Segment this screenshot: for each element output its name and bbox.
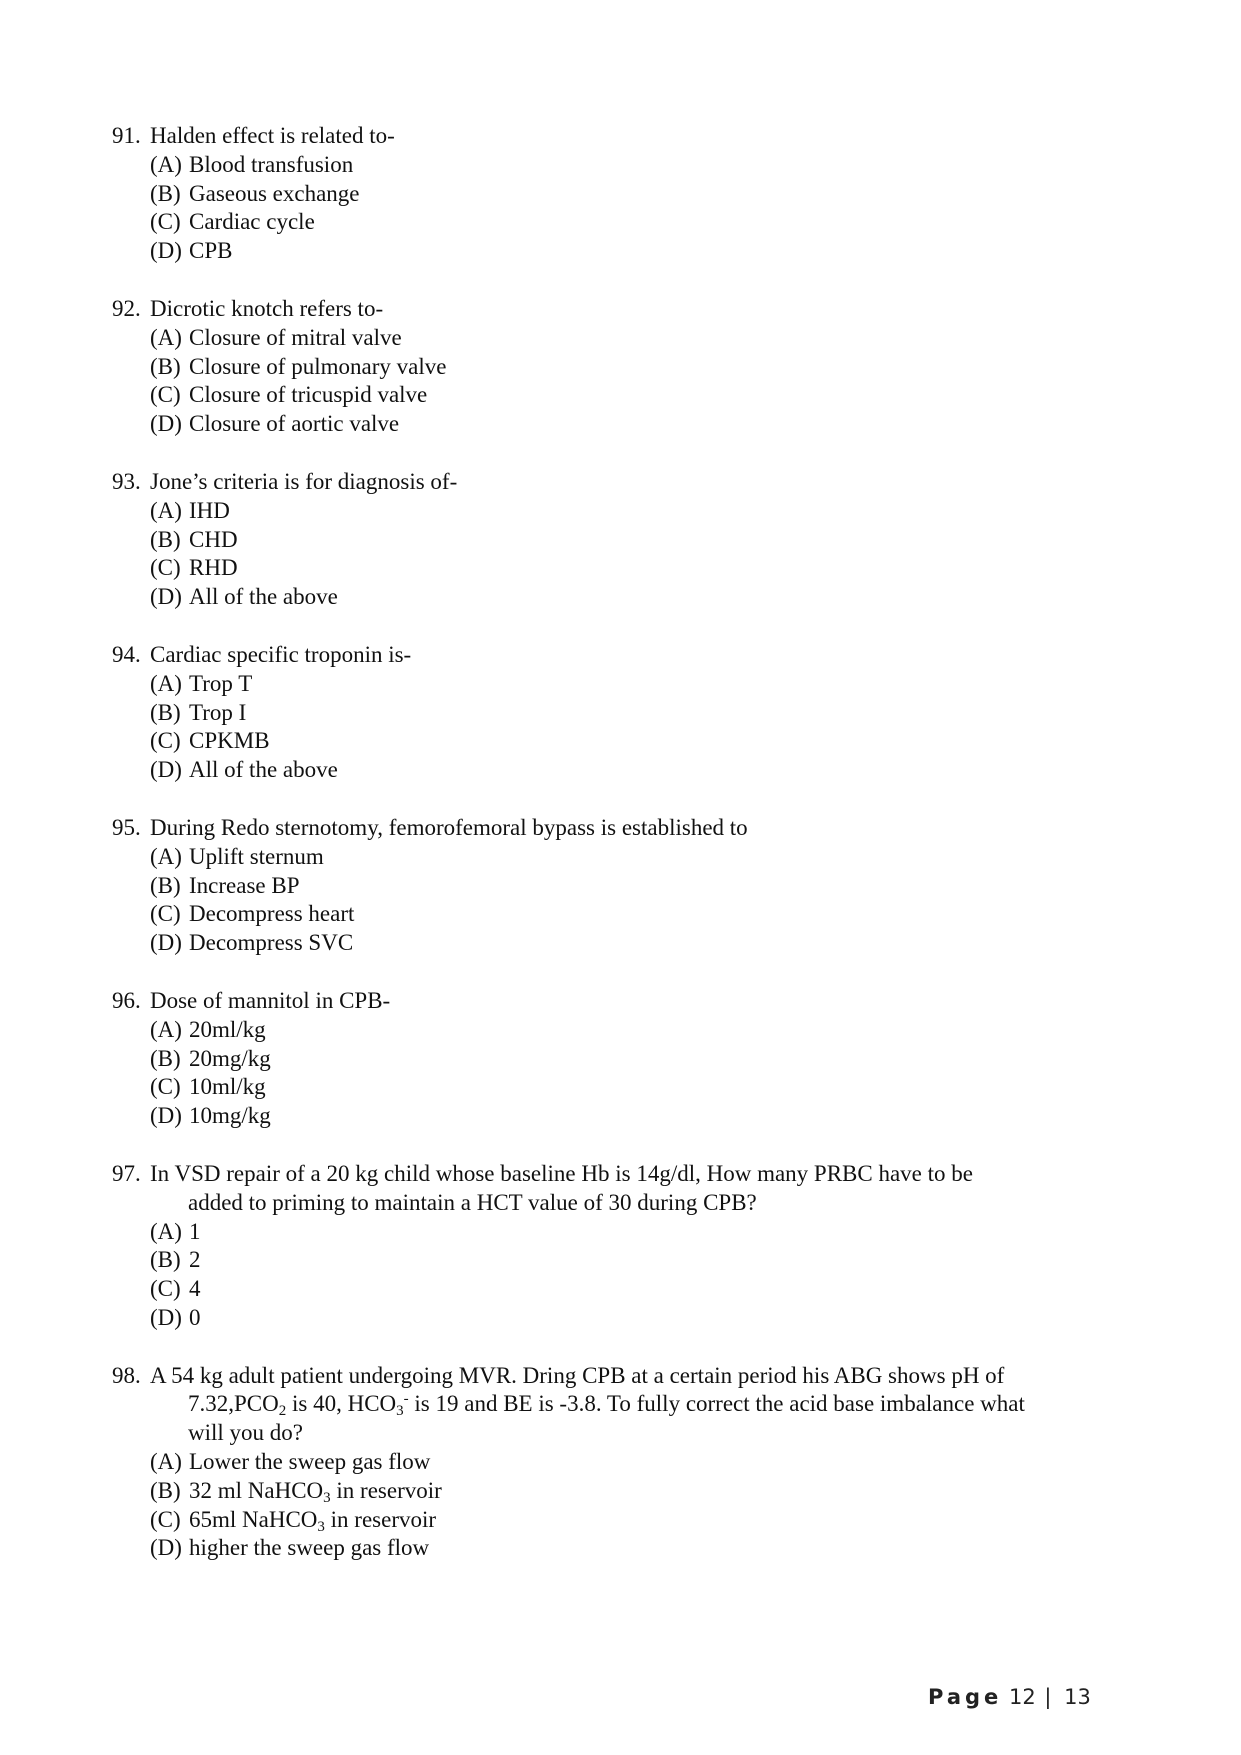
question-stem: [112, 122, 1132, 151]
option-text: 10mg/kg: [189, 1103, 271, 1129]
question-text: $7.32,PCO_2$ is 40, $HCO_3^-$ is 19 and BE is -3.8. To fully correct the acid base imbalance what: [188, 1391, 1025, 1420]
option-text: CHD: [189, 526, 238, 552]
option-text: higher the sweep gas flow: [189, 1535, 430, 1561]
answer-option: [112, 1246, 1132, 1275]
option-letter: (C): [150, 728, 181, 754]
option-text: 4: [189, 1276, 201, 1302]
option-text: 1: [189, 1218, 201, 1244]
question-text: A 54 kg adult patient undergoing MVR. Dring CPB at a certain period his ABG shows pH of: [150, 1362, 1005, 1388]
question-list: [112, 122, 1132, 1592]
question-text: Halden effect is related to-: [150, 123, 395, 148]
option-letter: (C): [150, 1506, 181, 1532]
answer-option: [112, 900, 1132, 929]
option-text: Closure of pulmonary valve: [189, 353, 447, 379]
option-text: RHD: [189, 555, 238, 581]
question-text: Cardiac specific troponin is-: [150, 641, 412, 667]
answer-option: [112, 237, 1132, 266]
answer-option: [112, 1073, 1132, 1102]
option-text: 2: [189, 1247, 201, 1273]
question-stem: [112, 1160, 1132, 1218]
option-letter: (D): [150, 584, 182, 610]
option-text: 20mg/kg: [189, 1045, 271, 1071]
answer-option: [112, 353, 1132, 382]
answer-option: [112, 1102, 1132, 1131]
option-letter: (D): [150, 411, 182, 437]
option-text: IHD: [189, 497, 230, 523]
answer-option: [112, 699, 1132, 728]
option-text: Lower the sweep gas flow: [189, 1449, 431, 1475]
option-letter: (B): [150, 699, 181, 725]
question-text: will you do?: [188, 1420, 303, 1446]
option-letter: (B): [150, 353, 181, 379]
option-text: Decompress heart: [189, 901, 355, 927]
option-letter: (B): [150, 180, 181, 206]
option-letter: (D): [150, 757, 182, 783]
answer-option: [112, 1275, 1132, 1304]
question-block: [112, 122, 1132, 266]
answer-option: [112, 872, 1132, 901]
answer-option: [112, 929, 1132, 958]
answer-option: [112, 324, 1132, 353]
option-letter: (B): [150, 1247, 181, 1273]
answer-option: [112, 410, 1132, 439]
page-separator: |: [1044, 1685, 1052, 1709]
option-letter: (A): [150, 151, 182, 177]
question-stem: [112, 468, 1132, 497]
answer-option: [112, 670, 1132, 699]
option-letter: (B): [150, 526, 181, 552]
option-letter: (C): [150, 1276, 181, 1302]
answer-option: [112, 1016, 1132, 1045]
option-letter: (C): [150, 1074, 181, 1100]
question-stem: [112, 987, 1132, 1016]
option-text: Closure of tricuspid valve: [189, 382, 428, 408]
option-text: Cardiac cycle: [189, 209, 315, 235]
option-letter: (D): [150, 238, 182, 264]
answer-option: [112, 1218, 1132, 1247]
answer-option: [112, 497, 1132, 526]
option-letter: (A): [150, 843, 182, 869]
question-number: 93.: [112, 468, 141, 494]
option-letter: (A): [150, 1218, 182, 1244]
question-block: [112, 295, 1132, 439]
question-number: 91.: [112, 123, 141, 148]
option-text: Closure of mitral valve: [189, 324, 402, 350]
page-number-total: 13: [1064, 1685, 1091, 1709]
answer-option: [112, 1448, 1132, 1477]
option-text: Trop I: [189, 699, 247, 725]
option-letter: (A): [150, 1449, 182, 1475]
page-number-current: 12: [1008, 1685, 1036, 1709]
answer-option: [112, 727, 1132, 756]
option-text: All of the above: [189, 757, 338, 783]
answer-option: [112, 1506, 1132, 1535]
option-letter: (A): [150, 670, 182, 696]
question-text: Dose of mannitol in CPB-: [150, 987, 391, 1013]
option-letter: (A): [150, 497, 182, 523]
page-label: Page: [928, 1685, 1003, 1709]
answer-option: [112, 1304, 1132, 1333]
option-letter: (D): [150, 1535, 182, 1561]
option-text: CPB: [189, 238, 233, 264]
option-text: 0: [189, 1304, 201, 1330]
option-letter: (D): [150, 930, 182, 956]
option-text: Trop T: [189, 670, 253, 696]
option-text: All of the above: [189, 584, 338, 610]
answer-option: [112, 381, 1132, 410]
question-number: 96.: [112, 987, 141, 1013]
question-block: [112, 641, 1132, 785]
option-letter: (B): [150, 872, 181, 898]
answer-option: [112, 1045, 1132, 1074]
answer-option: [112, 180, 1132, 209]
question-number: 92.: [112, 295, 141, 321]
answer-option: [112, 583, 1132, 612]
question-block: [112, 814, 1132, 958]
answer-option: [112, 526, 1132, 555]
option-text: 32 ml NaHCO$_3$ in reservoir: [189, 1477, 442, 1506]
option-text: Gaseous exchange: [189, 180, 360, 206]
question-text: Jone’s criteria is for diagnosis of-: [150, 468, 458, 494]
question-block: [112, 987, 1132, 1131]
option-letter: (C): [150, 382, 181, 408]
question-text: In VSD repair of a 20 kg child whose baseline Hb is 14g/dl, How many PRBC have to be: [150, 1160, 973, 1186]
option-letter: (C): [150, 901, 181, 927]
option-letter: (A): [150, 1016, 182, 1042]
question-stem: [112, 814, 1132, 843]
answer-option: [112, 843, 1132, 872]
option-text: 20ml/kg: [189, 1016, 266, 1042]
question-stem: [112, 1362, 1132, 1448]
question-number: 97.: [112, 1160, 141, 1186]
option-text: 10ml/kg: [189, 1074, 266, 1100]
answer-option: [112, 208, 1132, 237]
option-text: 65ml NaHCO$_3$ in reservoir: [189, 1506, 437, 1535]
option-letter: (C): [150, 555, 181, 581]
option-text: Decompress SVC: [189, 930, 354, 956]
question-text: added to priming to maintain a HCT value of 30 during CPB?: [188, 1189, 757, 1215]
page-footer: [928, 1685, 1091, 1709]
question-number: 95.: [112, 814, 141, 840]
question-number: 94.: [112, 641, 141, 667]
option-text: Uplift sternum: [189, 843, 324, 869]
question-stem: [112, 295, 1132, 324]
option-letter: (C): [150, 209, 181, 235]
answer-option: [112, 151, 1132, 180]
question-block: [112, 468, 1132, 612]
option-letter: (A): [150, 324, 182, 350]
question-number: 98.: [112, 1362, 141, 1388]
question-text: During Redo sternotomy, femorofemoral bypass is established to: [150, 814, 748, 840]
question-block: [112, 1160, 1132, 1333]
option-letter: (B): [150, 1045, 181, 1071]
question-text: Dicrotic knotch refers to-: [150, 295, 384, 321]
question-stem: [112, 641, 1132, 670]
answer-option: [112, 756, 1132, 785]
answer-option: [112, 1477, 1132, 1506]
option-letter: (D): [150, 1304, 182, 1330]
option-letter: (B): [150, 1477, 181, 1503]
option-text: CPKMB: [189, 728, 270, 754]
answer-option: [112, 1534, 1132, 1563]
option-text: Blood transfusion: [189, 151, 354, 177]
answer-option: [112, 554, 1132, 583]
option-text: Closure of aortic valve: [189, 411, 400, 437]
option-letter: (D): [150, 1103, 182, 1129]
option-text: Increase BP: [189, 872, 300, 898]
question-block: [112, 1362, 1132, 1564]
